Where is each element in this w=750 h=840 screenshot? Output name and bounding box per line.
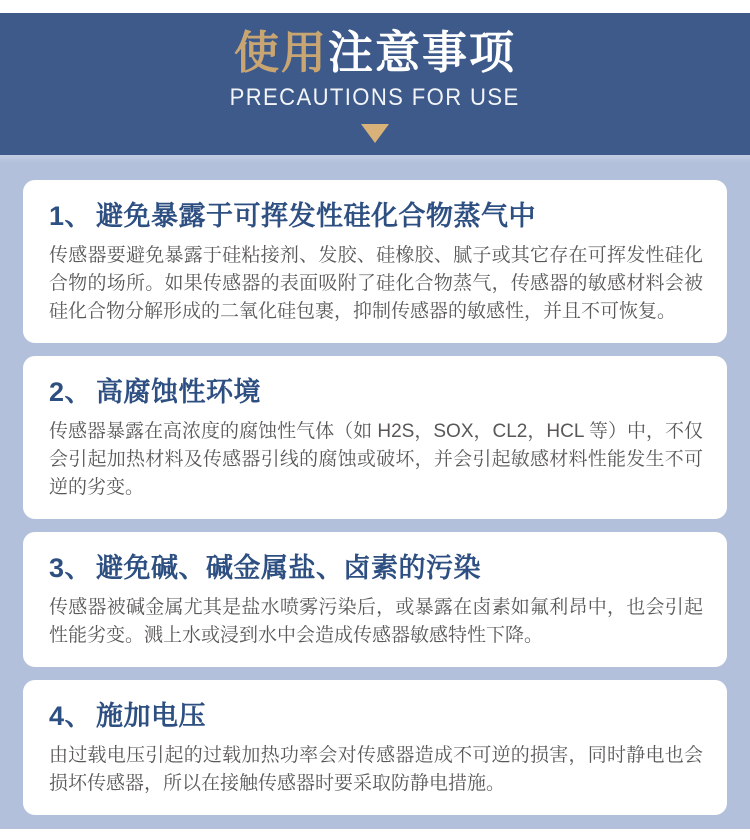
card-title xyxy=(49,375,703,409)
precaution-card-2 xyxy=(23,356,727,519)
card-body-text: 传感器被碱金属尤其是盐水喷雾污染后，或暴露在卤素如氟利昂中，也会引起性能劣变。溅上水或浸到水中会造成传感器敏感特性下降。 xyxy=(49,597,703,646)
top-white-strip xyxy=(0,0,750,13)
card-title xyxy=(49,551,703,585)
card-number: 4、 xyxy=(49,701,93,731)
card-body-text: 由过载电压引起的过载加热功率会对传感器造成不可逆的损害，同时静电也会损坏传感器，所以在接触传感器时要采取防静电措施。 xyxy=(49,745,703,794)
card-number: 2、 xyxy=(49,377,93,407)
page-subtitle: PRECAUTIONS FOR USE xyxy=(229,84,520,111)
card-number: 3、 xyxy=(49,553,93,583)
header-banner xyxy=(0,13,750,155)
card-body-text: 传感器暴露在高浓度的腐蚀性气体（如 H2S，SOX，CL2，HCL 等）中，不仅会引起加热材料及传感器引线的腐蚀或破坏，并会引起敏感材料性能发生不可逆的劣变。 xyxy=(49,421,703,498)
down-triangle-icon xyxy=(361,124,389,143)
card-title-text: 避免碱、碱金属盐、卤素的污染 xyxy=(96,553,482,583)
precautions-list xyxy=(0,155,750,829)
card-title-text: 避免暴露于可挥发性硅化合物蒸气中 xyxy=(96,201,537,231)
precaution-card-4 xyxy=(23,680,727,815)
card-title-text: 施加电压 xyxy=(96,701,207,731)
card-number: 1、 xyxy=(49,201,93,231)
page-title-highlight: 使用 xyxy=(233,27,328,78)
precaution-card-3 xyxy=(23,532,727,667)
page-title-rest: 注意事项 xyxy=(328,27,517,78)
precaution-card-1 xyxy=(23,180,727,343)
card-title xyxy=(49,199,703,233)
card-body-text: 传感器要避免暴露于硅粘接剂、发胶、硅橡胶、腻子或其它存在可挥发性硅化合物的场所。如果传感器的表面吸附了硅化合物蒸气，传感器的敏感材料会被硅化合物分解形成的二氧化硅包裹，抑制传感器的敏感性，并且不可恢复。 xyxy=(49,245,703,322)
page-title xyxy=(234,28,516,78)
card-title xyxy=(49,699,703,733)
bottom-white-strip xyxy=(0,829,750,840)
card-title-text: 高腐蚀性环境 xyxy=(96,377,262,407)
